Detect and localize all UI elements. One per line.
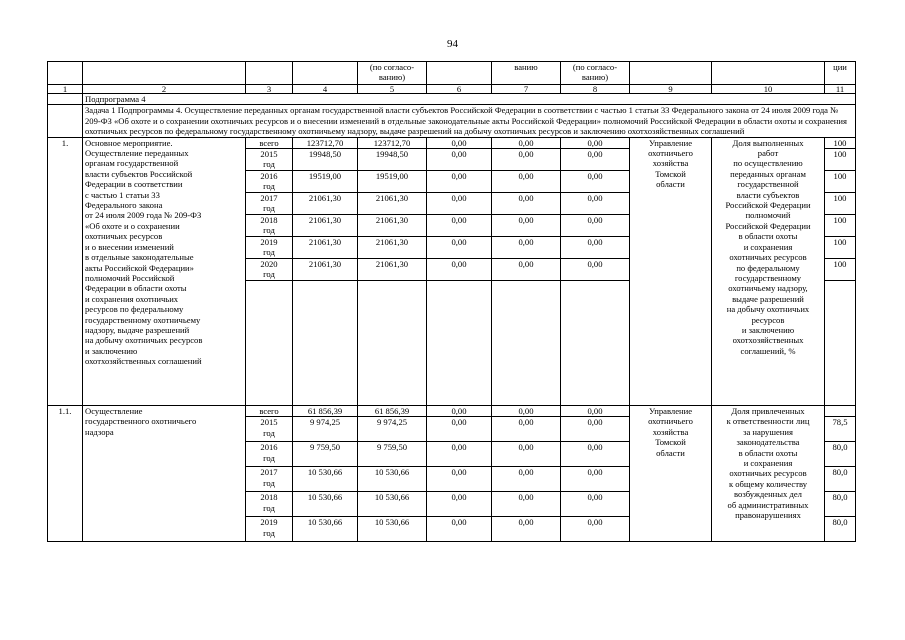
activity-name: Основное мероприятие. Осуществление переданных органам государственной власти субъектов Российской Федерации в соответствии с частью 1 статьи 33 Федерального закона от 24 июля 2009 года № 209-ФЗ «Об охоте и о сохранении охотничьих ресурсов и о внесении изменений в отдельные законодательные акты Российской Федерации» полномочий Российской Федерации в области охоты и сохранения охотничьих ресурсов по федеральному государственному охотничьему надзору, выдаче разрешений на добычу охотничьих ресурсов и заключению охотхозяйственных соглашений <box>83 137 246 405</box>
regional-value: 0,00 <box>427 215 492 237</box>
header-cell-7: ванию <box>492 62 561 85</box>
total-value: 19948,50 <box>293 149 358 171</box>
federal-value: 21061,30 <box>358 215 427 237</box>
regional-value: 0,00 <box>427 237 492 259</box>
activity-name: Осуществление государственного охотничьего надзора <box>83 406 246 542</box>
other-value: 0,00 <box>561 193 630 215</box>
local-value: 0,00 <box>492 442 561 467</box>
indicator-value: 78,5 <box>825 417 856 442</box>
federal-value: 123712,70 <box>358 137 427 148</box>
other-value: 0,00 <box>561 171 630 193</box>
regional-value: 0,00 <box>427 442 492 467</box>
indicator-value: 80,0 <box>825 492 856 517</box>
indicator: Доля выполненных работ по осуществлению переданных органам государственной власти субъектов Российской Федерации полномочий Российской Федерации в области охоты и сохранения охотничьих ресурсов по федеральному государственному охотничьему надзору, выдаче разрешений на добычу охотничьих ресурсов и заключению охотхозяйственных соглашений, % <box>712 137 825 405</box>
column-number: 11 <box>825 85 856 94</box>
local-value: 0,00 <box>492 492 561 517</box>
period-cell: 2015 год <box>246 417 293 442</box>
regional-value: 0,00 <box>427 406 492 417</box>
regional-value: 0,00 <box>427 492 492 517</box>
local-value: 0,00 <box>492 193 561 215</box>
total-value: 21061,30 <box>293 259 358 281</box>
period-cell: 2019 год <box>246 237 293 259</box>
column-number: 2 <box>83 85 246 94</box>
indicator-value: 100 <box>825 137 856 148</box>
regional-value: 0,00 <box>427 417 492 442</box>
other-value: 0,00 <box>561 492 630 517</box>
total-value: 123712,70 <box>293 137 358 148</box>
total-value: 10 530,66 <box>293 517 358 542</box>
indicator-value: 100 <box>825 193 856 215</box>
period-cell: 2019 год <box>246 517 293 542</box>
indicator-value: 100 <box>825 149 856 171</box>
column-number: 5 <box>358 85 427 94</box>
total-value: 10 530,66 <box>293 492 358 517</box>
other-value: 0,00 <box>561 237 630 259</box>
program-table <box>47 61 856 542</box>
row-number: 1. <box>48 137 83 405</box>
header-row <box>48 62 856 85</box>
local-value: 0,00 <box>492 467 561 492</box>
period-cell: 2020 год <box>246 259 293 281</box>
row-number: 1.1. <box>48 406 83 542</box>
federal-value: 10 530,66 <box>358 492 427 517</box>
indicator-value: 100 <box>825 215 856 237</box>
period-cell: 2017 год <box>246 193 293 215</box>
indicator-value: 100 <box>825 171 856 193</box>
indicator-value: 80,0 <box>825 517 856 542</box>
total-value: 21061,30 <box>293 215 358 237</box>
federal-value: 21061,30 <box>358 237 427 259</box>
period-cell: 2018 год <box>246 215 293 237</box>
period-cell: 2018 год <box>246 492 293 517</box>
other-value: 0,00 <box>561 406 630 417</box>
page-number: 94 <box>447 38 458 50</box>
period-cell: всего <box>246 406 293 417</box>
indicator-value <box>825 406 856 417</box>
regional-value: 0,00 <box>427 137 492 148</box>
regional-value: 0,00 <box>427 171 492 193</box>
column-number: 8 <box>561 85 630 94</box>
total-value: 10 530,66 <box>293 467 358 492</box>
federal-value: 9 759,50 <box>358 442 427 467</box>
other-value: 0,00 <box>561 137 630 148</box>
other-value: 0,00 <box>561 149 630 171</box>
header-cell-8: (по согласо- ванию) <box>561 62 630 85</box>
column-number: 1 <box>48 85 83 94</box>
federal-value: 10 530,66 <box>358 467 427 492</box>
other-value: 0,00 <box>561 467 630 492</box>
table-row <box>48 137 856 148</box>
executor: Управление охотничьего хозяйства Томской области <box>630 137 712 405</box>
period-cell: 2015 год <box>246 149 293 171</box>
task-row <box>48 105 856 137</box>
local-value: 0,00 <box>492 137 561 148</box>
federal-value: 19948,50 <box>358 149 427 171</box>
indicator-value: 80,0 <box>825 442 856 467</box>
other-value: 0,00 <box>561 259 630 281</box>
regional-value: 0,00 <box>427 193 492 215</box>
other-value: 0,00 <box>561 215 630 237</box>
column-number: 9 <box>630 85 712 94</box>
local-value: 0,00 <box>492 237 561 259</box>
local-value: 0,00 <box>492 171 561 193</box>
total-value: 9 974,25 <box>293 417 358 442</box>
executor: Управление охотничьего хозяйства Томской области <box>630 406 712 542</box>
local-value: 0,00 <box>492 517 561 542</box>
local-value: 0,00 <box>492 215 561 237</box>
federal-value: 10 530,66 <box>358 517 427 542</box>
federal-value: 21061,30 <box>358 193 427 215</box>
period-cell: 2016 год <box>246 442 293 467</box>
indicator-value: 100 <box>825 237 856 259</box>
total-value: 19519,00 <box>293 171 358 193</box>
column-number: 7 <box>492 85 561 94</box>
subprogram-label: Подпрограмма 4 <box>83 94 856 105</box>
federal-value: 19519,00 <box>358 171 427 193</box>
regional-value: 0,00 <box>427 517 492 542</box>
local-value: 0,00 <box>492 149 561 171</box>
indicator: Доля привлеченных к ответственности лиц за нарушения законодательства в области охоты и сохранения охотничьих ресурсов к общему количеству возбужденных дел об административных правонарушениях <box>712 406 825 542</box>
table-row <box>48 406 856 417</box>
period-cell: 2016 год <box>246 171 293 193</box>
regional-value: 0,00 <box>427 467 492 492</box>
federal-value: 21061,30 <box>358 259 427 281</box>
other-value: 0,00 <box>561 517 630 542</box>
total-value: 21061,30 <box>293 237 358 259</box>
task-text: Задача 1 Подпрограммы 4. Осуществление переданных органам государственной власти субъектов Российской Федерации в соответствии с частью 1 статьи 33 Федерального закона от 24 июля 2009 года № 209-ФЗ «Об охоте и о сохранении охотничьих ресурсов и о внесении изменений в отдельные законодательные акты Российской Федерации» полномочий Российской Федерации в области охоты и сохранения охотничьих ресурсов по федеральному государственному охотничьему надзору, выдаче разрешений на добычу охотничьих ресурсов и заключению охотхозяйственных соглашений <box>83 105 856 137</box>
column-number: 10 <box>712 85 825 94</box>
period-cell: всего <box>246 137 293 148</box>
header-cell-5: (по согласо- ванию) <box>358 62 427 85</box>
subprogram-row <box>48 94 856 105</box>
indicator-value: 100 <box>825 259 856 281</box>
column-number: 4 <box>293 85 358 94</box>
total-value: 21061,30 <box>293 193 358 215</box>
column-number: 3 <box>246 85 293 94</box>
local-value: 0,00 <box>492 417 561 442</box>
other-value: 0,00 <box>561 417 630 442</box>
federal-value: 9 974,25 <box>358 417 427 442</box>
period-cell: 2017 год <box>246 467 293 492</box>
other-value: 0,00 <box>561 442 630 467</box>
federal-value: 61 856,39 <box>358 406 427 417</box>
regional-value: 0,00 <box>427 149 492 171</box>
column-number: 6 <box>427 85 492 94</box>
local-value: 0,00 <box>492 406 561 417</box>
regional-value: 0,00 <box>427 259 492 281</box>
indicator-value: 80,0 <box>825 467 856 492</box>
column-numbers-row <box>48 85 856 94</box>
header-cell-11: ции <box>825 62 856 85</box>
local-value: 0,00 <box>492 259 561 281</box>
total-value: 9 759,50 <box>293 442 358 467</box>
total-value: 61 856,39 <box>293 406 358 417</box>
